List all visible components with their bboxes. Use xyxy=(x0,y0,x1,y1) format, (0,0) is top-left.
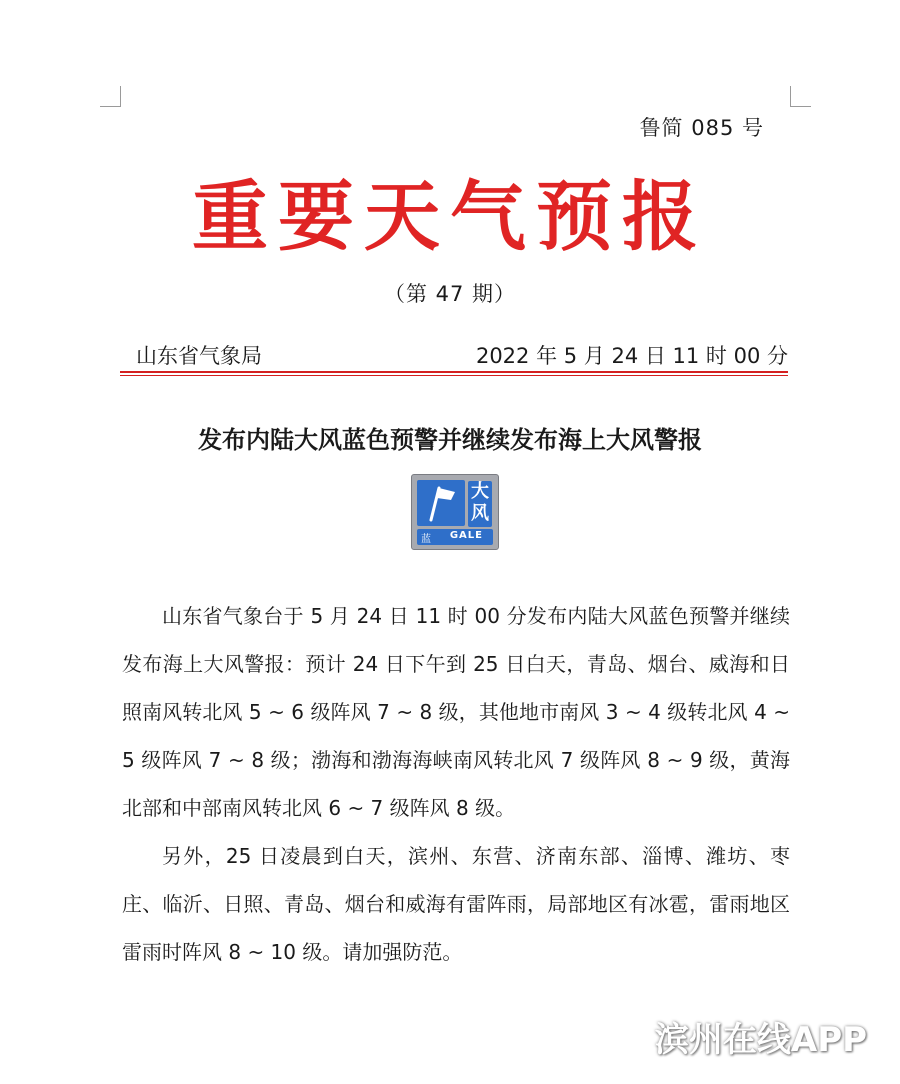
header-rule-thick xyxy=(120,371,788,373)
watermark: 滨州在线APP xyxy=(654,1020,868,1060)
signal-level-label: 蓝 xyxy=(421,534,431,545)
flag-icon xyxy=(417,480,465,526)
header-rule-thin xyxy=(120,375,788,376)
issue-number: （第 47 期） xyxy=(383,282,517,306)
signal-chinese-label: 大风 xyxy=(468,481,492,527)
body-text xyxy=(122,592,790,976)
issuing-agency: 山东省气象局 xyxy=(136,344,262,368)
main-title: 重要天气预报 xyxy=(192,172,708,261)
crop-mark-top-right xyxy=(790,86,811,107)
headline: 发布内陆大风蓝色预警并继续发布海上大风警报 xyxy=(198,426,702,454)
paragraph-1: 山东省气象台于 5 月 24 日 11 时 00 分发布内陆大风蓝色预警并继续发布海上大风警报：预计 24 日下午到 25 日白天，青岛、烟台、威海和日照南风转北风 5 ~ 6 级阵风 7 ~ 8 级，其他地市南风 3 ~ 4 级转北风 4 ~ 5 级阵风 7 ~ 8 级；渤海和渤海海峡南风转北风 7 级阵风 8 ~ 9 级，黄海北部和中部南风转北风 6 ~ 7 级阵风 8 级。 xyxy=(122,604,790,820)
document-number: 鲁简 085 号 xyxy=(639,116,764,140)
paragraph-2: 另外，25 日凌晨到白天，滨州、东营、济南东部、淄博、潍坊、枣庄、临沂、日照、青岛、烟台和威海有雷阵雨，局部地区有冰雹，雷雨地区雷雨时阵风 8 ~ 10 级。请加强防范。 xyxy=(122,844,790,964)
gale-blue-warning-icon xyxy=(411,474,499,550)
issue-datetime: 2022 年 5 月 24 日 11 时 00 分 xyxy=(475,344,788,368)
signal-strip xyxy=(417,529,493,545)
signal-english-label: GALE xyxy=(449,530,483,541)
crop-mark-top-left xyxy=(100,86,121,107)
